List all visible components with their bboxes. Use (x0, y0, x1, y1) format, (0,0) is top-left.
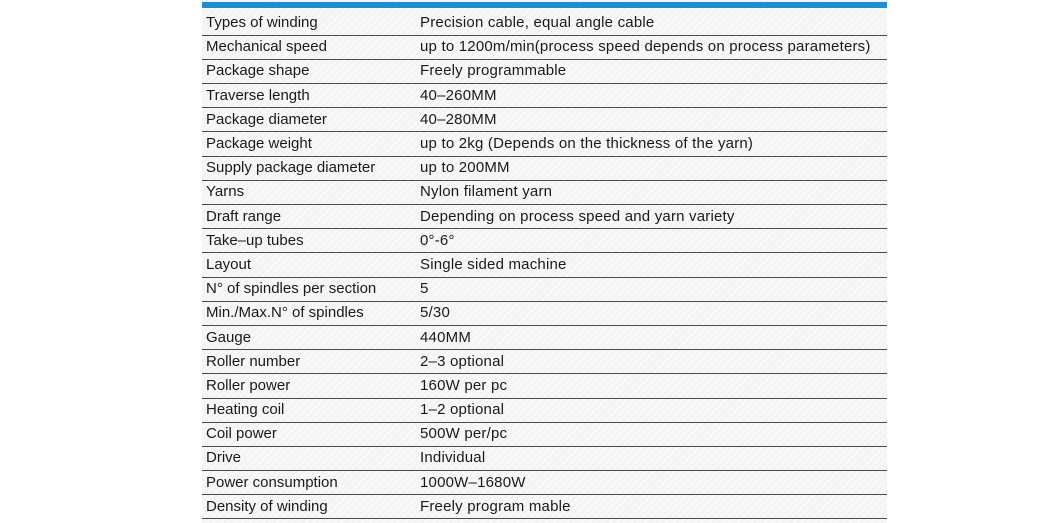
table-row (202, 84, 887, 108)
table-row (202, 350, 887, 374)
spec-label: Types of winding (202, 11, 414, 35)
spec-value: 1–2 optional (414, 398, 887, 422)
spec-label: Density of winding (202, 495, 414, 519)
table-row (202, 35, 887, 59)
spec-value: 40–280MM (414, 108, 887, 132)
accent-bar (202, 2, 887, 8)
spec-label: Take–up tubes (202, 229, 414, 253)
table-row (202, 301, 887, 325)
spec-label: Roller power (202, 374, 414, 398)
table-row (202, 325, 887, 349)
spec-label: Traverse length (202, 84, 414, 108)
spec-value: up to 200MM (414, 156, 887, 180)
spec-label: Roller number (202, 350, 414, 374)
spec-value: Precision cable, equal angle cable (414, 11, 887, 35)
spec-label: Heating coil (202, 398, 414, 422)
spec-sheet (202, 0, 887, 523)
spec-value: 0°-6° (414, 229, 887, 253)
spec-label: Drive (202, 446, 414, 470)
table-row (202, 495, 887, 519)
table-row (202, 374, 887, 398)
table-row (202, 398, 887, 422)
spec-value: up to 2kg (Depends on the thickness of the yarn) (414, 132, 887, 156)
table-row (202, 11, 887, 35)
spec-label: N° of spindles per section (202, 277, 414, 301)
spec-table (202, 11, 887, 519)
spec-value: 40–260MM (414, 84, 887, 108)
spec-value: up to 1200m/min(process speed depends on process parameters) (414, 35, 887, 59)
table-row (202, 132, 887, 156)
spec-value: 5/30 (414, 301, 887, 325)
spec-value: 1000W–1680W (414, 471, 887, 495)
spec-label: Yarns (202, 180, 414, 204)
table-row (202, 205, 887, 229)
spec-value: Individual (414, 446, 887, 470)
table-row (202, 59, 887, 83)
spec-value: 160W per pc (414, 374, 887, 398)
table-row (202, 422, 887, 446)
spec-value: 5 (414, 277, 887, 301)
spec-value: 440MM (414, 325, 887, 349)
table-row (202, 180, 887, 204)
table-row (202, 277, 887, 301)
spec-label: Draft range (202, 205, 414, 229)
table-row (202, 446, 887, 470)
spec-label: Package weight (202, 132, 414, 156)
table-row (202, 253, 887, 277)
spec-value: Depending on process speed and yarn variety (414, 205, 887, 229)
table-row (202, 108, 887, 132)
spec-value: 2–3 optional (414, 350, 887, 374)
spec-label: Layout (202, 253, 414, 277)
spec-label: Package diameter (202, 108, 414, 132)
spec-label: Power consumption (202, 471, 414, 495)
spec-label: Min./Max.N° of spindles (202, 301, 414, 325)
spec-label: Mechanical speed (202, 35, 414, 59)
spec-label: Supply package diameter (202, 156, 414, 180)
spec-value: 500W per/pc (414, 422, 887, 446)
table-row (202, 471, 887, 495)
spec-value: Freely programmable (414, 59, 887, 83)
spec-label: Coil power (202, 422, 414, 446)
table-row (202, 229, 887, 253)
spec-value: Single sided machine (414, 253, 887, 277)
spec-label: Gauge (202, 325, 414, 349)
spec-value: Freely program mable (414, 495, 887, 519)
spec-value: Nylon filament yarn (414, 180, 887, 204)
table-row (202, 156, 887, 180)
spec-label: Package shape (202, 59, 414, 83)
